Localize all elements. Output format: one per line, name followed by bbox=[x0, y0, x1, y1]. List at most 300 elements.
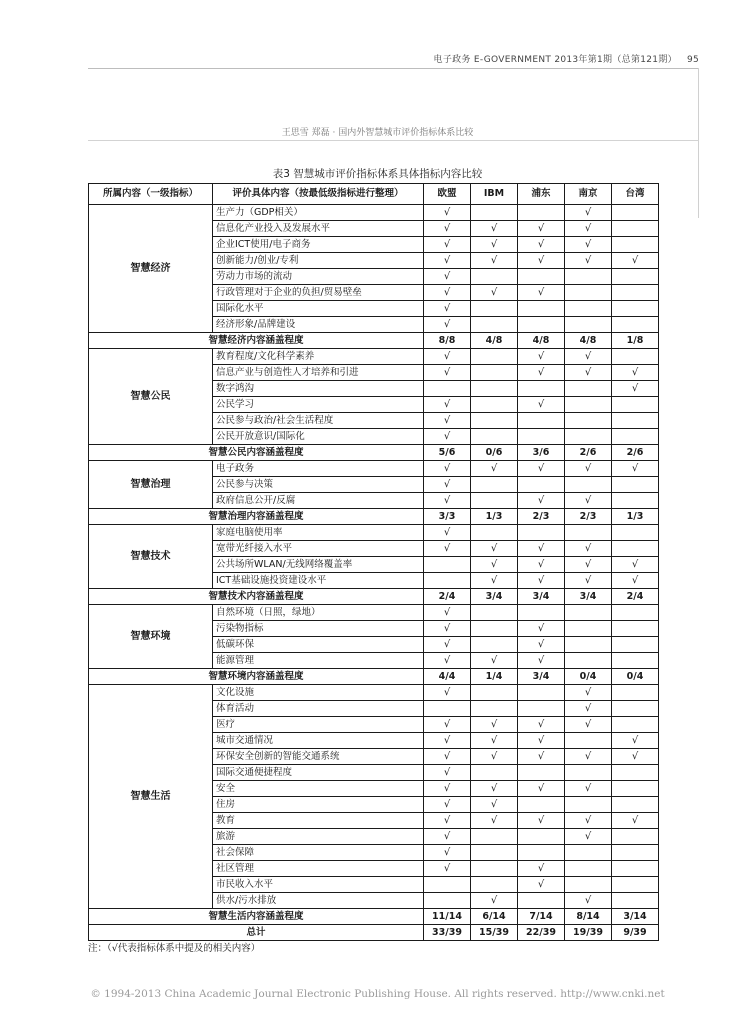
check-mark-cell: √ bbox=[424, 205, 471, 221]
check-mark-cell: √ bbox=[518, 285, 565, 301]
subtotal-row bbox=[89, 509, 659, 525]
check-mark-cell: √ bbox=[565, 749, 612, 765]
empty-cell bbox=[612, 301, 659, 317]
check-mark-cell: √ bbox=[565, 557, 612, 573]
empty-cell bbox=[471, 477, 518, 493]
indicator-cell: 体育活动 bbox=[213, 701, 424, 717]
column-header: 台湾 bbox=[612, 184, 659, 205]
subtotal-value: 4/4 bbox=[424, 669, 471, 685]
indicator-cell: 信息产业与创造性人才培养和引进 bbox=[213, 365, 424, 381]
check-mark-cell: √ bbox=[424, 813, 471, 829]
indicator-cell: 企业ICT使用/电子商务 bbox=[213, 237, 424, 253]
column-header: IBM bbox=[471, 184, 518, 205]
check-mark-cell: √ bbox=[424, 685, 471, 701]
subtotal-value: 2/3 bbox=[565, 509, 612, 525]
subtotal-label: 智慧治理内容涵盖程度 bbox=[89, 509, 424, 525]
check-mark-cell: √ bbox=[424, 429, 471, 445]
check-mark-cell: √ bbox=[518, 717, 565, 733]
indicator-cell: 家庭电脑使用率 bbox=[213, 525, 424, 541]
category-cell: 智慧公民 bbox=[89, 349, 213, 445]
empty-cell bbox=[612, 429, 659, 445]
check-mark-cell: √ bbox=[565, 893, 612, 909]
empty-cell bbox=[471, 861, 518, 877]
table-row bbox=[89, 685, 659, 701]
journal-header bbox=[434, 52, 699, 65]
indicator-cell: 污染物指标 bbox=[213, 621, 424, 637]
subtotal-value: 4/8 bbox=[565, 333, 612, 349]
check-mark-cell: √ bbox=[424, 717, 471, 733]
check-mark-cell: √ bbox=[565, 205, 612, 221]
header-rule bbox=[88, 68, 699, 69]
empty-cell bbox=[518, 829, 565, 845]
check-mark-cell: √ bbox=[612, 365, 659, 381]
subtotal-value: 6/14 bbox=[471, 909, 518, 925]
subtotal-value: 0/4 bbox=[612, 669, 659, 685]
check-mark-cell: √ bbox=[565, 717, 612, 733]
check-mark-cell: √ bbox=[424, 349, 471, 365]
empty-cell bbox=[612, 717, 659, 733]
empty-cell bbox=[471, 845, 518, 861]
check-mark-cell: √ bbox=[612, 573, 659, 589]
check-mark-cell: √ bbox=[518, 557, 565, 573]
indicator-cell: 能源管理 bbox=[213, 653, 424, 669]
empty-cell bbox=[518, 605, 565, 621]
check-mark-cell: √ bbox=[518, 253, 565, 269]
empty-cell bbox=[612, 205, 659, 221]
indicator-cell: 社区管理 bbox=[213, 861, 424, 877]
column-header: 浦东 bbox=[518, 184, 565, 205]
table-row bbox=[89, 461, 659, 477]
empty-cell bbox=[565, 733, 612, 749]
check-mark-cell: √ bbox=[471, 733, 518, 749]
empty-cell bbox=[471, 205, 518, 221]
empty-cell bbox=[471, 397, 518, 413]
empty-cell bbox=[612, 397, 659, 413]
column-header: 所属内容（一级指标） bbox=[89, 184, 213, 205]
empty-cell bbox=[612, 349, 659, 365]
subtotal-label: 智慧经济内容涵盖程度 bbox=[89, 333, 424, 349]
subtotal-value: 2/3 bbox=[518, 509, 565, 525]
indicator-cell: 城市交通情况 bbox=[213, 733, 424, 749]
empty-cell bbox=[612, 237, 659, 253]
check-mark-cell: √ bbox=[518, 349, 565, 365]
empty-cell bbox=[612, 701, 659, 717]
empty-cell bbox=[471, 637, 518, 653]
subtotal-value: 2/6 bbox=[612, 445, 659, 461]
check-mark-cell: √ bbox=[471, 653, 518, 669]
empty-cell bbox=[471, 381, 518, 397]
total-value: 22/39 bbox=[518, 925, 565, 941]
subtotal-value: 3/14 bbox=[612, 909, 659, 925]
check-mark-cell: √ bbox=[424, 221, 471, 237]
empty-cell bbox=[612, 605, 659, 621]
category-cell: 智慧经济 bbox=[89, 205, 213, 333]
check-mark-cell: √ bbox=[565, 253, 612, 269]
check-mark-cell: √ bbox=[518, 637, 565, 653]
indicator-cell: 政府信息公开/反腐 bbox=[213, 493, 424, 509]
check-mark-cell: √ bbox=[424, 605, 471, 621]
check-mark-cell: √ bbox=[471, 285, 518, 301]
empty-cell bbox=[612, 861, 659, 877]
indicator-cell: 医疗 bbox=[213, 717, 424, 733]
empty-cell bbox=[518, 317, 565, 333]
subtotal-value: 3/3 bbox=[424, 509, 471, 525]
empty-cell bbox=[612, 493, 659, 509]
column-header: 评价具体内容（按最低级指标进行整理） bbox=[213, 184, 424, 205]
check-mark-cell: √ bbox=[424, 477, 471, 493]
empty-cell bbox=[424, 701, 471, 717]
check-mark-cell: √ bbox=[471, 237, 518, 253]
indicator-cell: 供水/污水排放 bbox=[213, 893, 424, 909]
column-header: 欧盟 bbox=[424, 184, 471, 205]
empty-cell bbox=[565, 285, 612, 301]
empty-cell bbox=[471, 365, 518, 381]
table-row bbox=[89, 205, 659, 221]
indicator-cell: 住房 bbox=[213, 797, 424, 813]
category-cell: 智慧技术 bbox=[89, 525, 213, 589]
empty-cell bbox=[471, 605, 518, 621]
subtotal-value: 3/4 bbox=[565, 589, 612, 605]
check-mark-cell: √ bbox=[565, 541, 612, 557]
indicator-cell: 信息化产业投入及发展水平 bbox=[213, 221, 424, 237]
empty-cell bbox=[471, 349, 518, 365]
check-mark-cell: √ bbox=[565, 365, 612, 381]
empty-cell bbox=[565, 765, 612, 781]
table-note: 注：（√代表指标体系中提及的相关内容） bbox=[88, 943, 261, 954]
subtotal-value: 0/4 bbox=[565, 669, 612, 685]
empty-cell bbox=[565, 845, 612, 861]
indicator-cell: 数字鸿沟 bbox=[213, 381, 424, 397]
empty-cell bbox=[612, 525, 659, 541]
subtotal-value: 8/8 bbox=[424, 333, 471, 349]
check-mark-cell: √ bbox=[424, 461, 471, 477]
check-mark-cell: √ bbox=[565, 701, 612, 717]
empty-cell bbox=[518, 429, 565, 445]
total-row bbox=[89, 925, 659, 941]
check-mark-cell: √ bbox=[424, 765, 471, 781]
empty-cell bbox=[518, 797, 565, 813]
check-mark-cell: √ bbox=[518, 365, 565, 381]
total-value: 19/39 bbox=[565, 925, 612, 941]
table-body bbox=[89, 205, 659, 941]
subtotal-label: 智慧生活内容涵盖程度 bbox=[89, 909, 424, 925]
empty-cell bbox=[471, 429, 518, 445]
empty-cell bbox=[612, 685, 659, 701]
check-mark-cell: √ bbox=[518, 541, 565, 557]
empty-cell bbox=[612, 781, 659, 797]
subtotal-row bbox=[89, 333, 659, 349]
check-mark-cell: √ bbox=[612, 813, 659, 829]
empty-cell bbox=[518, 413, 565, 429]
empty-cell bbox=[518, 301, 565, 317]
margin-rule bbox=[698, 68, 699, 218]
indicator-cell: 安全 bbox=[213, 781, 424, 797]
empty-cell bbox=[565, 269, 612, 285]
check-mark-cell: √ bbox=[518, 653, 565, 669]
empty-cell bbox=[518, 893, 565, 909]
indicator-cell: 宽带光纤接入水平 bbox=[213, 541, 424, 557]
empty-cell bbox=[471, 317, 518, 333]
subtotal-value: 2/6 bbox=[565, 445, 612, 461]
category-cell: 智慧环境 bbox=[89, 605, 213, 669]
indicator-cell: 教育程度/文化科学素养 bbox=[213, 349, 424, 365]
check-mark-cell: √ bbox=[471, 781, 518, 797]
indicator-cell: 教育 bbox=[213, 813, 424, 829]
empty-cell bbox=[471, 621, 518, 637]
check-mark-cell: √ bbox=[424, 637, 471, 653]
subtotal-value: 3/6 bbox=[518, 445, 565, 461]
indicator-cell: 国际化水平 bbox=[213, 301, 424, 317]
check-mark-cell: √ bbox=[518, 397, 565, 413]
empty-cell bbox=[424, 877, 471, 893]
subtotal-value: 4/8 bbox=[518, 333, 565, 349]
empty-cell bbox=[612, 797, 659, 813]
check-mark-cell: √ bbox=[518, 877, 565, 893]
subtotal-value: 3/4 bbox=[518, 589, 565, 605]
empty-cell bbox=[565, 381, 612, 397]
subtotal-value: 0/6 bbox=[471, 445, 518, 461]
empty-cell bbox=[612, 637, 659, 653]
empty-cell bbox=[612, 317, 659, 333]
empty-cell bbox=[471, 301, 518, 317]
table-row bbox=[89, 525, 659, 541]
check-mark-cell: √ bbox=[612, 557, 659, 573]
empty-cell bbox=[565, 653, 612, 669]
subtotal-label: 智慧环境内容涵盖程度 bbox=[89, 669, 424, 685]
empty-cell bbox=[612, 877, 659, 893]
empty-cell bbox=[471, 525, 518, 541]
check-mark-cell: √ bbox=[518, 813, 565, 829]
check-mark-cell: √ bbox=[424, 397, 471, 413]
indicator-cell: ICT基础设施投资建设水平 bbox=[213, 573, 424, 589]
empty-cell bbox=[565, 637, 612, 653]
subtotal-value: 1/4 bbox=[471, 669, 518, 685]
page-number: 95 bbox=[686, 55, 699, 65]
indicator-cell: 公民学习 bbox=[213, 397, 424, 413]
category-cell: 智慧治理 bbox=[89, 461, 213, 509]
empty-cell bbox=[565, 477, 612, 493]
check-mark-cell: √ bbox=[565, 829, 612, 845]
empty-cell bbox=[565, 317, 612, 333]
empty-cell bbox=[612, 541, 659, 557]
empty-cell bbox=[565, 605, 612, 621]
check-mark-cell: √ bbox=[518, 237, 565, 253]
check-mark-cell: √ bbox=[424, 653, 471, 669]
empty-cell bbox=[612, 893, 659, 909]
check-mark-cell: √ bbox=[471, 461, 518, 477]
empty-cell bbox=[612, 621, 659, 637]
check-mark-cell: √ bbox=[565, 573, 612, 589]
subtotal-value: 1/8 bbox=[612, 333, 659, 349]
subtotal-value: 8/14 bbox=[565, 909, 612, 925]
check-mark-cell: √ bbox=[424, 797, 471, 813]
indicator-cell: 国际交通便捷程度 bbox=[213, 765, 424, 781]
subtotal-value: 7/14 bbox=[518, 909, 565, 925]
check-mark-cell: √ bbox=[471, 557, 518, 573]
check-mark-cell: √ bbox=[424, 733, 471, 749]
empty-cell bbox=[565, 861, 612, 877]
indicator-cell: 劳动力市场的流动 bbox=[213, 269, 424, 285]
indicator-cell: 环保安全创新的智能交通系统 bbox=[213, 749, 424, 765]
empty-cell bbox=[612, 413, 659, 429]
empty-cell bbox=[471, 765, 518, 781]
empty-cell bbox=[518, 525, 565, 541]
empty-cell bbox=[565, 301, 612, 317]
indicator-cell: 自然环境（日照，绿地） bbox=[213, 605, 424, 621]
empty-cell bbox=[424, 893, 471, 909]
check-mark-cell: √ bbox=[612, 733, 659, 749]
table-row bbox=[89, 349, 659, 365]
indicator-cell: 经济形象/品牌建设 bbox=[213, 317, 424, 333]
check-mark-cell: √ bbox=[424, 781, 471, 797]
check-mark-cell: √ bbox=[518, 573, 565, 589]
empty-cell bbox=[471, 493, 518, 509]
subtotal-row bbox=[89, 909, 659, 925]
empty-cell bbox=[518, 381, 565, 397]
empty-cell bbox=[424, 557, 471, 573]
subtotal-value: 2/4 bbox=[424, 589, 471, 605]
check-mark-cell: √ bbox=[612, 461, 659, 477]
check-mark-cell: √ bbox=[565, 349, 612, 365]
empty-cell bbox=[565, 397, 612, 413]
check-mark-cell: √ bbox=[518, 621, 565, 637]
subtotal-label: 智慧公民内容涵盖程度 bbox=[89, 445, 424, 461]
indicator-cell: 低碳环保 bbox=[213, 637, 424, 653]
check-mark-cell: √ bbox=[471, 253, 518, 269]
empty-cell bbox=[565, 525, 612, 541]
subtotal-value: 5/6 bbox=[424, 445, 471, 461]
total-label: 总计 bbox=[89, 925, 424, 941]
check-mark-cell: √ bbox=[565, 493, 612, 509]
indicator-cell: 社会保障 bbox=[213, 845, 424, 861]
check-mark-cell: √ bbox=[424, 749, 471, 765]
empty-cell bbox=[565, 413, 612, 429]
empty-cell bbox=[471, 877, 518, 893]
check-mark-cell: √ bbox=[424, 493, 471, 509]
empty-cell bbox=[612, 845, 659, 861]
empty-cell bbox=[612, 221, 659, 237]
check-mark-cell: √ bbox=[424, 317, 471, 333]
empty-cell bbox=[518, 269, 565, 285]
check-mark-cell: √ bbox=[424, 285, 471, 301]
check-mark-cell: √ bbox=[424, 365, 471, 381]
check-mark-cell: √ bbox=[424, 413, 471, 429]
empty-cell bbox=[565, 429, 612, 445]
empty-cell bbox=[565, 877, 612, 893]
indicator-cell: 生产力（GDP相关） bbox=[213, 205, 424, 221]
category-cell: 智慧生活 bbox=[89, 685, 213, 909]
empty-cell bbox=[518, 477, 565, 493]
empty-cell bbox=[612, 765, 659, 781]
check-mark-cell: √ bbox=[424, 525, 471, 541]
check-mark-cell: √ bbox=[424, 829, 471, 845]
empty-cell bbox=[424, 381, 471, 397]
indicator-cell: 公民开放意识/国际化 bbox=[213, 429, 424, 445]
empty-cell bbox=[471, 701, 518, 717]
check-mark-cell: √ bbox=[424, 301, 471, 317]
check-mark-cell: √ bbox=[518, 861, 565, 877]
empty-cell bbox=[424, 573, 471, 589]
empty-cell bbox=[612, 477, 659, 493]
indicator-cell: 市民收入水平 bbox=[213, 877, 424, 893]
check-mark-cell: √ bbox=[518, 221, 565, 237]
empty-cell bbox=[612, 269, 659, 285]
check-mark-cell: √ bbox=[471, 573, 518, 589]
check-mark-cell: √ bbox=[565, 237, 612, 253]
check-mark-cell: √ bbox=[424, 253, 471, 269]
empty-cell bbox=[471, 829, 518, 845]
check-mark-cell: √ bbox=[424, 237, 471, 253]
subtotal-value: 4/8 bbox=[471, 333, 518, 349]
subtotal-value: 1/3 bbox=[612, 509, 659, 525]
check-mark-cell: √ bbox=[471, 749, 518, 765]
indicator-cell: 旅游 bbox=[213, 829, 424, 845]
empty-cell bbox=[471, 685, 518, 701]
table-header-row bbox=[89, 184, 659, 205]
indicator-cell: 行政管理对于企业的负担/贸易壁垒 bbox=[213, 285, 424, 301]
indicator-cell: 文化设施 bbox=[213, 685, 424, 701]
check-mark-cell: √ bbox=[518, 749, 565, 765]
total-value: 15/39 bbox=[471, 925, 518, 941]
empty-cell bbox=[612, 829, 659, 845]
indicator-cell: 公民参与政治/社会生活程度 bbox=[213, 413, 424, 429]
empty-cell bbox=[565, 621, 612, 637]
copyright-footer: © 1994-2013 China Academic Journal Electronic Publishing House. All rights reserved. http://www.cnki.net bbox=[90, 988, 665, 1000]
check-mark-cell: √ bbox=[565, 813, 612, 829]
empty-cell bbox=[565, 797, 612, 813]
check-mark-cell: √ bbox=[471, 813, 518, 829]
empty-cell bbox=[518, 205, 565, 221]
check-mark-cell: √ bbox=[565, 461, 612, 477]
check-mark-cell: √ bbox=[471, 541, 518, 557]
check-mark-cell: √ bbox=[565, 781, 612, 797]
check-mark-cell: √ bbox=[424, 269, 471, 285]
subtotal-row bbox=[89, 669, 659, 685]
check-mark-cell: √ bbox=[518, 733, 565, 749]
check-mark-cell: √ bbox=[471, 717, 518, 733]
column-header: 南京 bbox=[565, 184, 612, 205]
empty-cell bbox=[518, 685, 565, 701]
subtotal-value: 11/14 bbox=[424, 909, 471, 925]
check-mark-cell: √ bbox=[565, 685, 612, 701]
total-value: 33/39 bbox=[424, 925, 471, 941]
running-title: 王思雪 郑磊 · 国内外智慧城市评价指标体系比较 bbox=[281, 128, 474, 138]
title-rule bbox=[88, 140, 699, 141]
check-mark-cell: √ bbox=[424, 541, 471, 557]
table-row bbox=[89, 605, 659, 621]
subtotal-label: 智慧技术内容涵盖程度 bbox=[89, 589, 424, 605]
check-mark-cell: √ bbox=[565, 221, 612, 237]
indicator-cell: 公共场所WLAN/无线网络覆盖率 bbox=[213, 557, 424, 573]
indicator-comparison-table bbox=[88, 183, 659, 941]
check-mark-cell: √ bbox=[612, 253, 659, 269]
empty-cell bbox=[471, 269, 518, 285]
empty-cell bbox=[612, 653, 659, 669]
subtotal-row bbox=[89, 589, 659, 605]
check-mark-cell: √ bbox=[518, 493, 565, 509]
indicator-cell: 创新能力/创业/专利 bbox=[213, 253, 424, 269]
subtotal-row bbox=[89, 445, 659, 461]
subtotal-value: 2/4 bbox=[612, 589, 659, 605]
subtotal-value: 1/3 bbox=[471, 509, 518, 525]
journal-info: 电子政务 E-GOVERNMENT 2013年第1期（总第121期） bbox=[433, 55, 677, 65]
check-mark-cell: √ bbox=[612, 381, 659, 397]
total-value: 9/39 bbox=[612, 925, 659, 941]
check-mark-cell: √ bbox=[424, 845, 471, 861]
check-mark-cell: √ bbox=[471, 221, 518, 237]
check-mark-cell: √ bbox=[424, 621, 471, 637]
check-mark-cell: √ bbox=[612, 749, 659, 765]
